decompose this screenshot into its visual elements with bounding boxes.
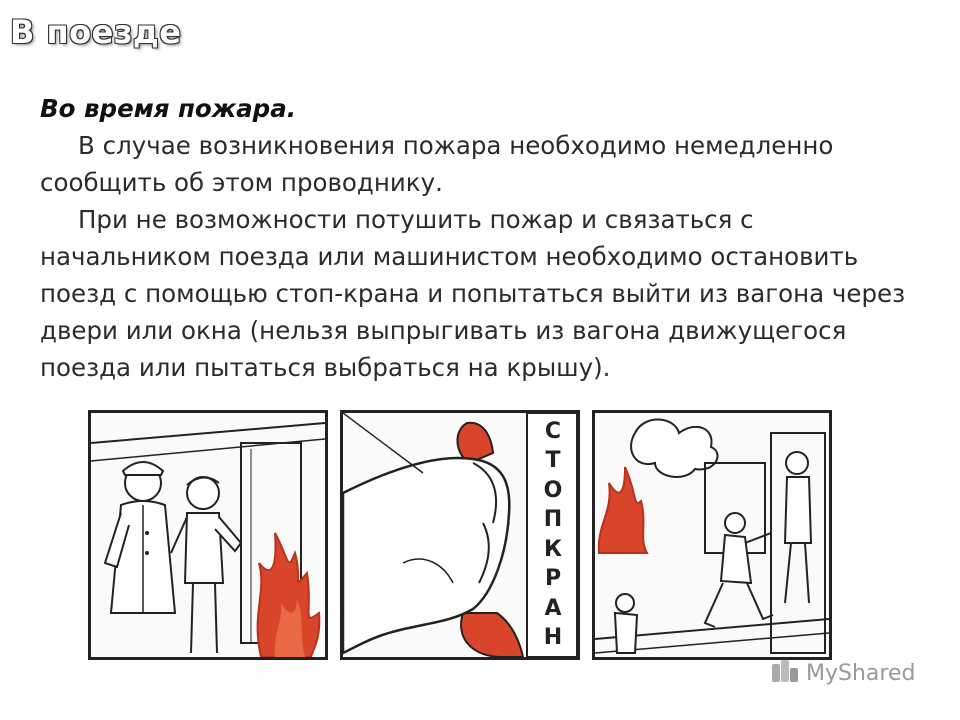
- illustration-panel-conductor: [88, 410, 328, 660]
- body-text: [40, 90, 940, 386]
- paragraph-line: При не возможности потушить пожар и связаться с: [78, 205, 754, 234]
- sign-letter: А: [544, 595, 562, 621]
- section-heading: Во время пожара.: [40, 94, 297, 123]
- sign-letter: Т: [545, 448, 561, 474]
- sign-letter: О: [543, 477, 563, 503]
- sign-letter: С: [544, 419, 562, 444]
- illustration-panel-emergency-brake: [340, 410, 580, 660]
- sign-letter: Р: [544, 566, 562, 592]
- stop-crane-sign: [531, 419, 575, 651]
- paragraph-line: сообщить об этом проводнику.: [40, 168, 443, 197]
- sign-letter: Н: [543, 624, 563, 650]
- sign-letter: П: [543, 507, 563, 533]
- paragraph-line: В случае возникновения пожара необходимо немедленно: [78, 131, 834, 160]
- sign-letter: К: [544, 536, 562, 562]
- illustration-strip: [88, 410, 832, 660]
- illustration-panel-escape: [592, 410, 832, 660]
- paragraph-line: двери или окна (нельзя выпрыгивать из вагона движущегося: [40, 316, 847, 345]
- myshared-logo-icon: [770, 658, 800, 688]
- watermark: [770, 655, 915, 691]
- paragraph-line: поезд с помощью стоп-крана и попытаться выйти из вагона через: [40, 279, 906, 308]
- paragraph-line: поезда или пытаться выбраться на крышу).: [40, 353, 611, 382]
- slide-title: В поезде: [10, 13, 182, 51]
- watermark-text: MyShared: [806, 660, 916, 686]
- paragraph-line: начальником поезда или машинистом необходимо остановить: [40, 242, 859, 271]
